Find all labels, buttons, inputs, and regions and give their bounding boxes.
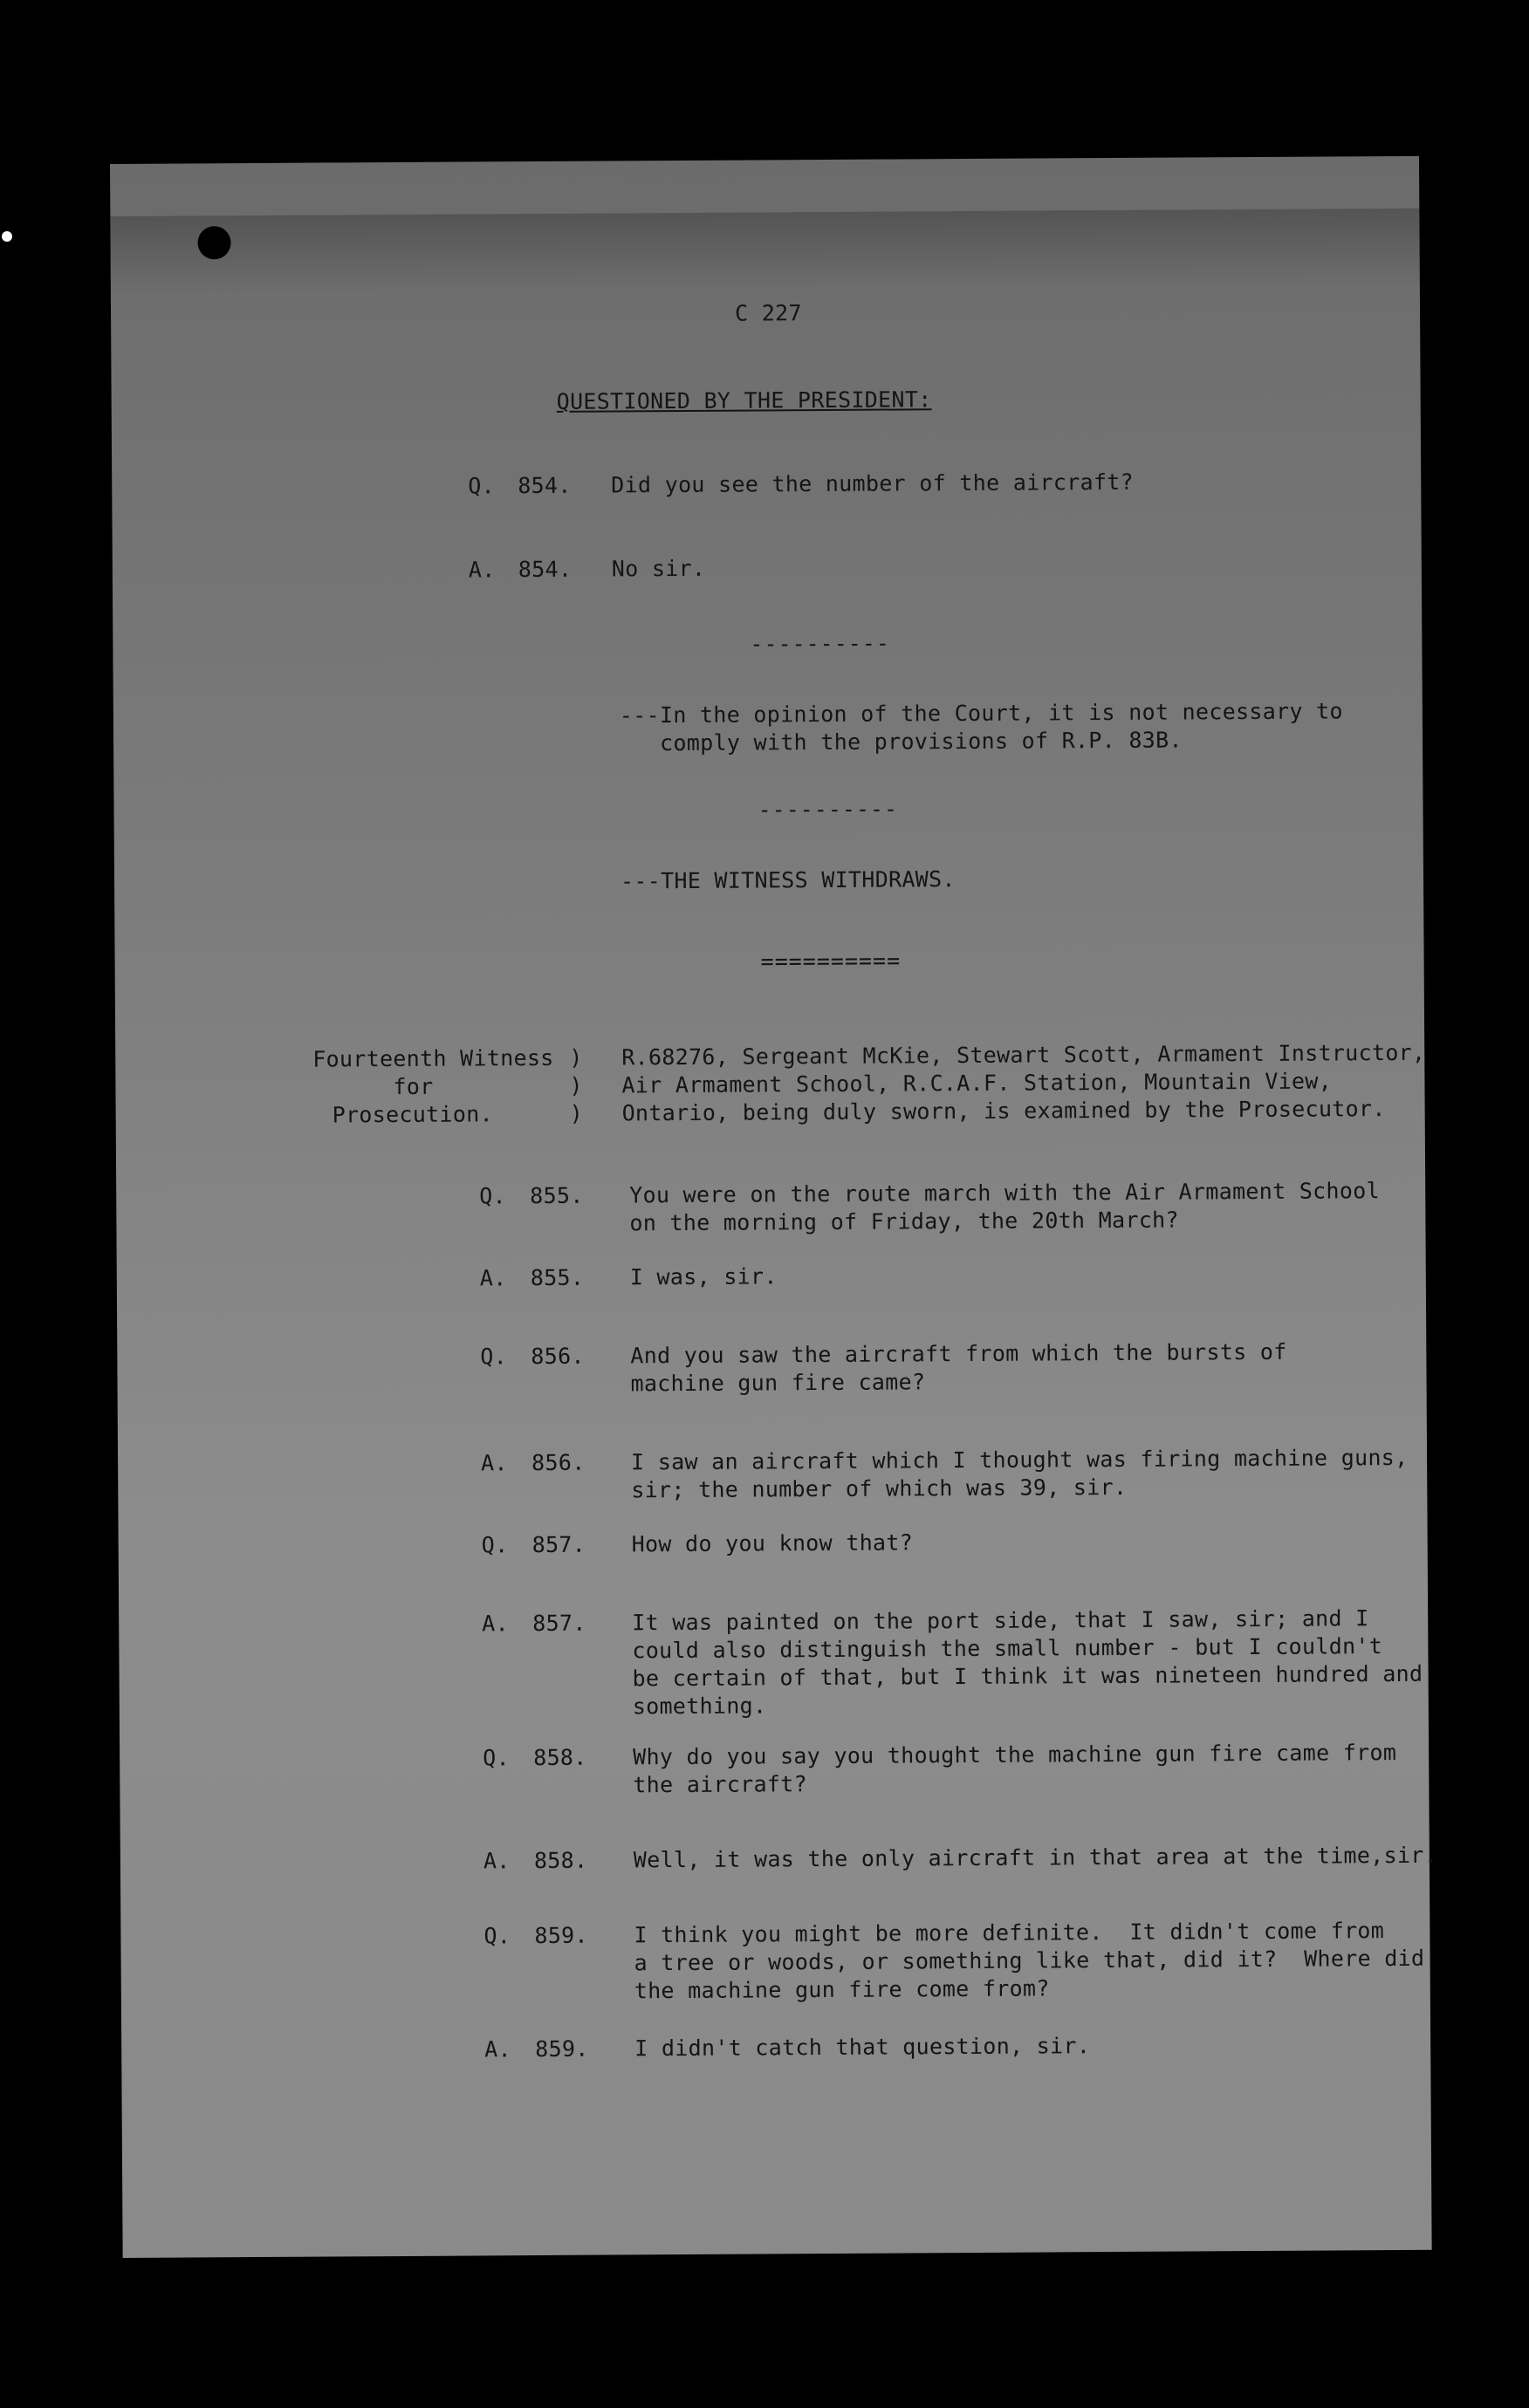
answer-tag: A. [484,2036,511,2063]
question-text-line: machine gun fire came? [630,1369,926,1397]
question-number: 855. [530,1182,584,1209]
question-tag: Q. [481,1532,509,1558]
answer-text-line: something. [632,1693,767,1720]
question-number: 856. [531,1343,585,1370]
question-tag: Q. [483,1745,510,1771]
answer-number: 857. [532,1610,586,1637]
answer-text-line: I saw an aircraft which I thought was firing machine guns, [631,1444,1409,1475]
court-note-line: ---In the opinion of the Court, it is not necessary to [619,698,1343,729]
question-number: 858. [533,1744,587,1771]
question-tag: Q. [468,473,496,499]
question-text: Did you see the number of the aircraft? [611,469,1135,498]
punch-hole [197,226,230,259]
witness-description-line: R.68276, Sergeant McKie, Stewart Scott, Armament Instructor, [621,1039,1426,1071]
witness-label-line: for [393,1073,434,1100]
answer-number: 859. [535,2035,589,2063]
answer-text-line: It was painted on the port side, that I saw, sir; and I [632,1605,1369,1636]
witness-bracket: ) [569,1072,583,1098]
answer-text-line: I was, sir. [629,1263,778,1290]
question-tag: Q. [479,1183,507,1209]
question-tag: Q. [483,1923,511,1949]
answer-tag: A. [481,1450,508,1476]
answer-tag: A. [483,1848,511,1874]
answer-text-line: could also distinguish the small number - but I couldn't [632,1633,1383,1664]
question-number: 854. [518,472,572,499]
answer-number: 855. [530,1264,585,1291]
question-text-line: the aircraft? [633,1771,808,1798]
question-text-line: I think you might be more definite. It didn't come from [634,1918,1385,1948]
question-text-line: And you saw the aircraft from which the bursts of [630,1338,1287,1369]
document-page [110,156,1438,2258]
witness-bracket: ) [569,1044,583,1071]
answer-tag: A. [468,557,496,583]
witness-bracket: ) [569,1100,584,1126]
separator-dashes: ---------- [758,796,899,823]
question-text-line: a tree or woods, or something like that, did it? Where did [634,1945,1425,1976]
answer-text-line: be certain of that, but I think it was nineteen hundred and [632,1660,1423,1692]
witness-withdraws-note: ---THE WITNESS WITHDRAWS. [620,866,956,894]
witness-label-line: Prosecution. [332,1101,493,1128]
witness-description-line: Air Armament School, R.C.A.F. Station, Mountain View, [621,1068,1333,1098]
answer-text-line: Well, it was the only aircraft in that area at the time,sir. [633,1842,1438,1873]
question-number: 857. [531,1531,586,1558]
answer-text-line: I didn't catch that question, sir. [634,2033,1091,2062]
answer-tag: A. [482,1611,510,1637]
question-text-line: the machine gun fire come from? [634,1975,1050,2004]
scan-speck [2,231,12,242]
witness-label-line: Fourteenth Witness [312,1044,554,1072]
separator-equals: ========== [760,947,902,975]
answer-tag: A. [479,1265,507,1291]
answer-number: 858. [533,1847,588,1874]
question-number: 859. [534,1922,588,1949]
section-heading: QUESTIONED BY THE PRESIDENT: [556,387,932,414]
question-text-line: Why do you say you thought the machine gun fire came from [633,1740,1397,1770]
witness-description-line: Ontario, being duly sworn, is examined by the Prosecutor. [621,1096,1386,1126]
answer-number: 854. [518,556,573,583]
page-shading [110,209,1420,295]
answer-number: 856. [531,1449,586,1476]
answer-text: No sir. [611,555,706,582]
court-note-line: comply with the provisions of R.P. 83B. [619,727,1183,756]
page-number: C 227 [734,300,802,326]
question-tag: Q. [480,1344,508,1370]
question-text-line: on the morning of Friday, the 20th March? [629,1207,1179,1236]
separator-dashes: ---------- [750,630,890,657]
answer-text-line: sir; the number of which was 39, sir. [631,1474,1128,1503]
question-text-line: How do you know that? [631,1529,914,1557]
question-text-line: You were on the route march with the Air Armament School [629,1178,1380,1208]
